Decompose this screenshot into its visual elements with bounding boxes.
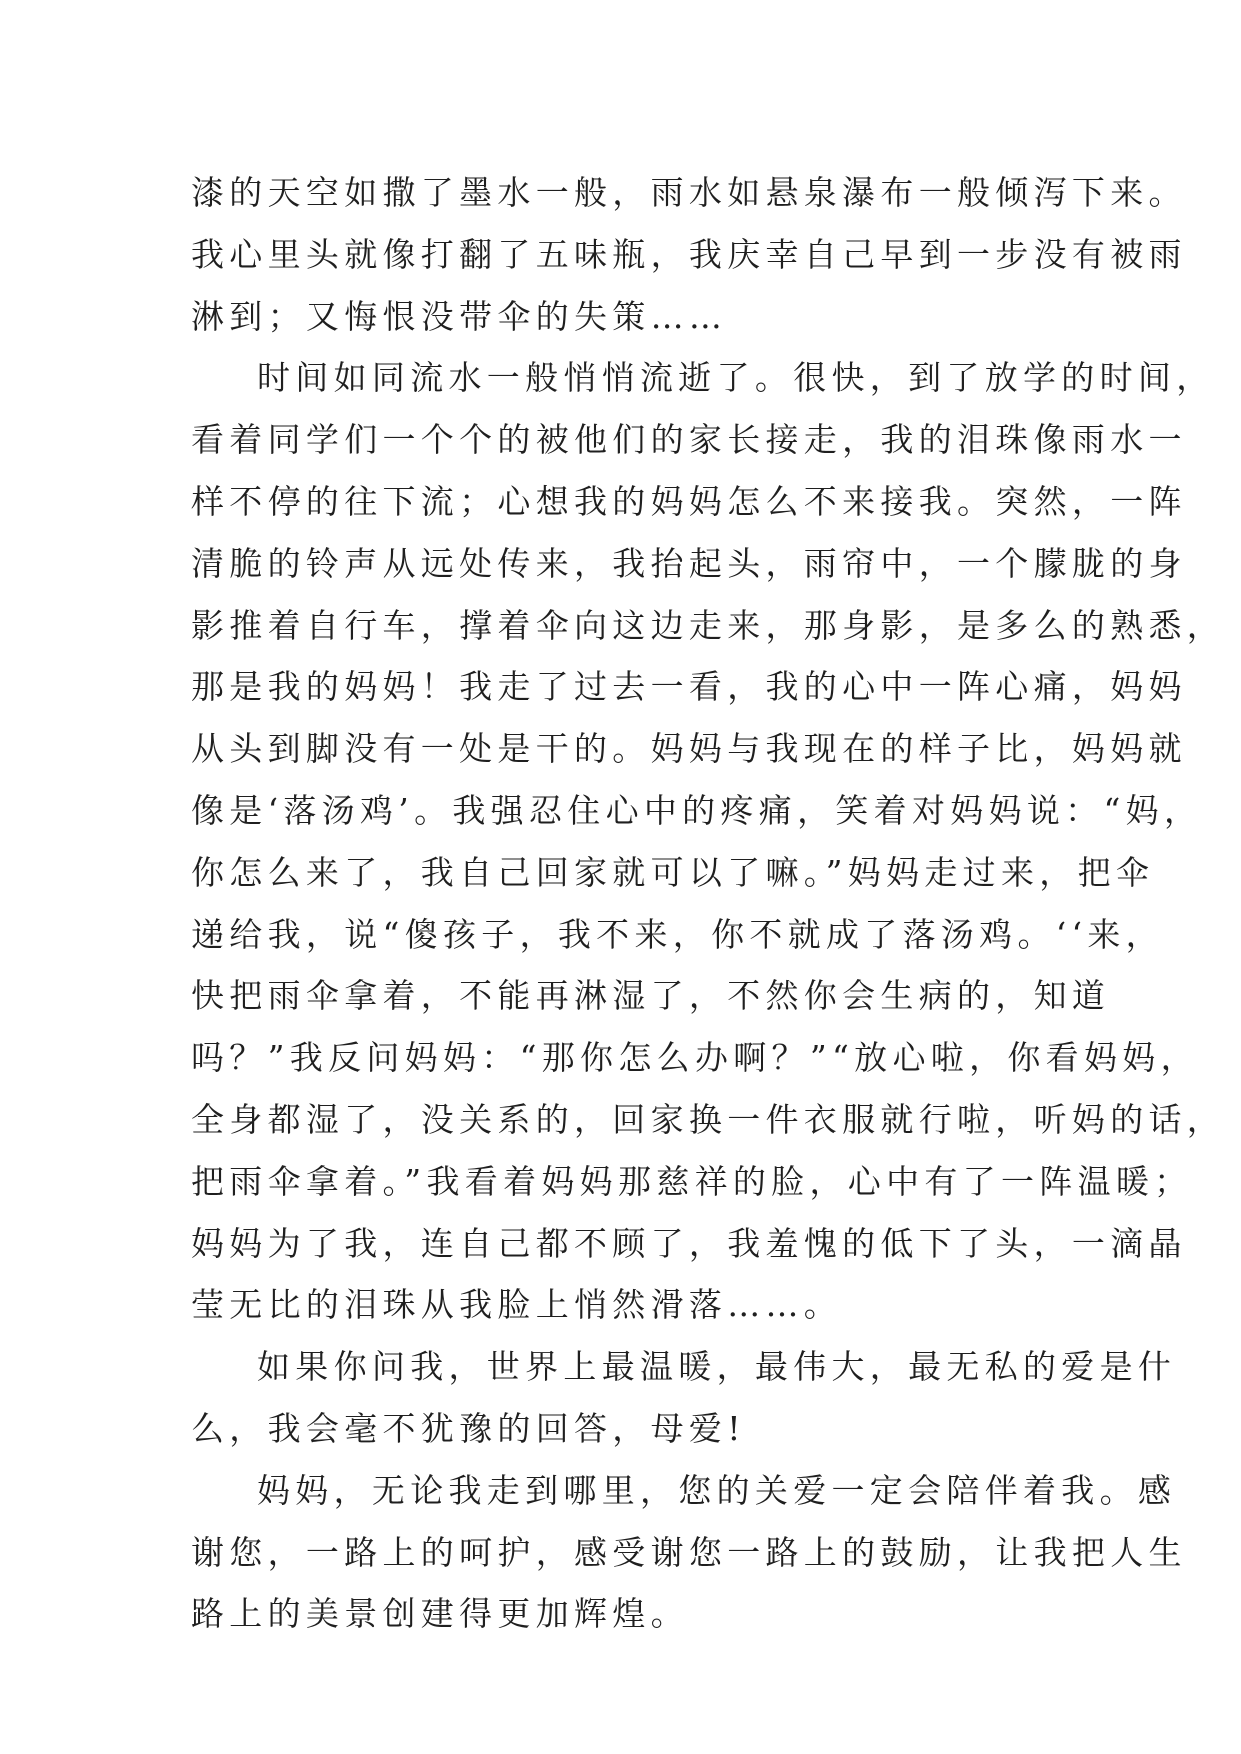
text-line: 路上的美景创建得更加辉煌。 [191,1594,689,1634]
text-line: 妈妈为了我，连自己都不顾了，我羞愧的低下了头，一滴晶 [191,1223,1187,1263]
text-line: 把雨伞拿着。”我看着妈妈那慈祥的脸，心中有了一阵温暖； [191,1161,1193,1201]
text-line: 吗？”我反问妈妈：“那你怎么办啊？”“放心啦，你看妈妈， [191,1038,1199,1078]
paragraph [191,1460,1187,1645]
text-line: 全身都湿了，没关系的，回家换一件衣服就行啦，听妈的话， [191,1099,1226,1139]
text-line: 像是‘落汤鸡’。我强忍住心中的疼痛，笑着对妈妈说：“妈， [191,790,1203,830]
text-line: 看着同学们一个个的被他们的家长接走，我的泪珠像雨水一 [191,420,1187,460]
paragraph [191,1336,1177,1460]
text-line: 样不停的往下流；心想我的妈妈怎么不来接我。突然，一阵 [191,481,1187,521]
text-line: 谢您，一路上的呵护，感受谢您一路上的鼓励，让我把人生 [191,1532,1187,1572]
text-line: 漆的天空如撒了墨水一般，雨水如悬泉瀑布一般倾泻下来。 [191,173,1187,212]
text-line: 清脆的铃声从远处传来，我抬起头，雨帘中，一个朦胧的身 [191,543,1187,583]
text-line: 从头到脚没有一处是干的。妈妈与我现在的样子比，妈妈就 [191,729,1187,769]
document-body [191,162,1226,1645]
text-line: 莹无比的泪珠从我脸上悄然滑落……。 [191,1285,843,1325]
text-line: 那是我的妈妈！我走了过去一看，我的心中一阵心痛，妈妈 [191,667,1187,707]
text-line: 你怎么来了，我自己回家就可以了嘛。”妈妈走过来，把伞 [191,852,1155,892]
text-line: 么，我会毫不犹豫的回答，母爱! [191,1408,746,1448]
text-line: 递给我，说“傻孩子，我不来，你不就成了落汤鸡。‘‘来， [191,914,1164,954]
paragraph [191,162,1187,347]
text-line: 影推着自行车，撑着伞向这边走来，那身影，是多么的熟悉， [191,605,1226,645]
paragraph [191,347,1226,1336]
text-line: 我心里头就像打翻了五味瓶，我庆幸自己早到一步没有被雨 [191,234,1187,274]
text-line: 如果你问我，世界上最温暖，最伟大，最无私的爱是什 [257,1347,1177,1387]
text-line: 淋到；又悔恨没带伞的失策…… [191,296,728,336]
text-line: 时间如同流水一般悄悄流逝了。很快，到了放学的时间， [257,358,1215,398]
text-line: 妈妈，无论我走到哪里，您的关爱一定会陪伴着我。感 [257,1470,1177,1510]
text-line: 快把雨伞拿着，不能再淋湿了，不然你会生病的，知道 [191,976,1111,1016]
